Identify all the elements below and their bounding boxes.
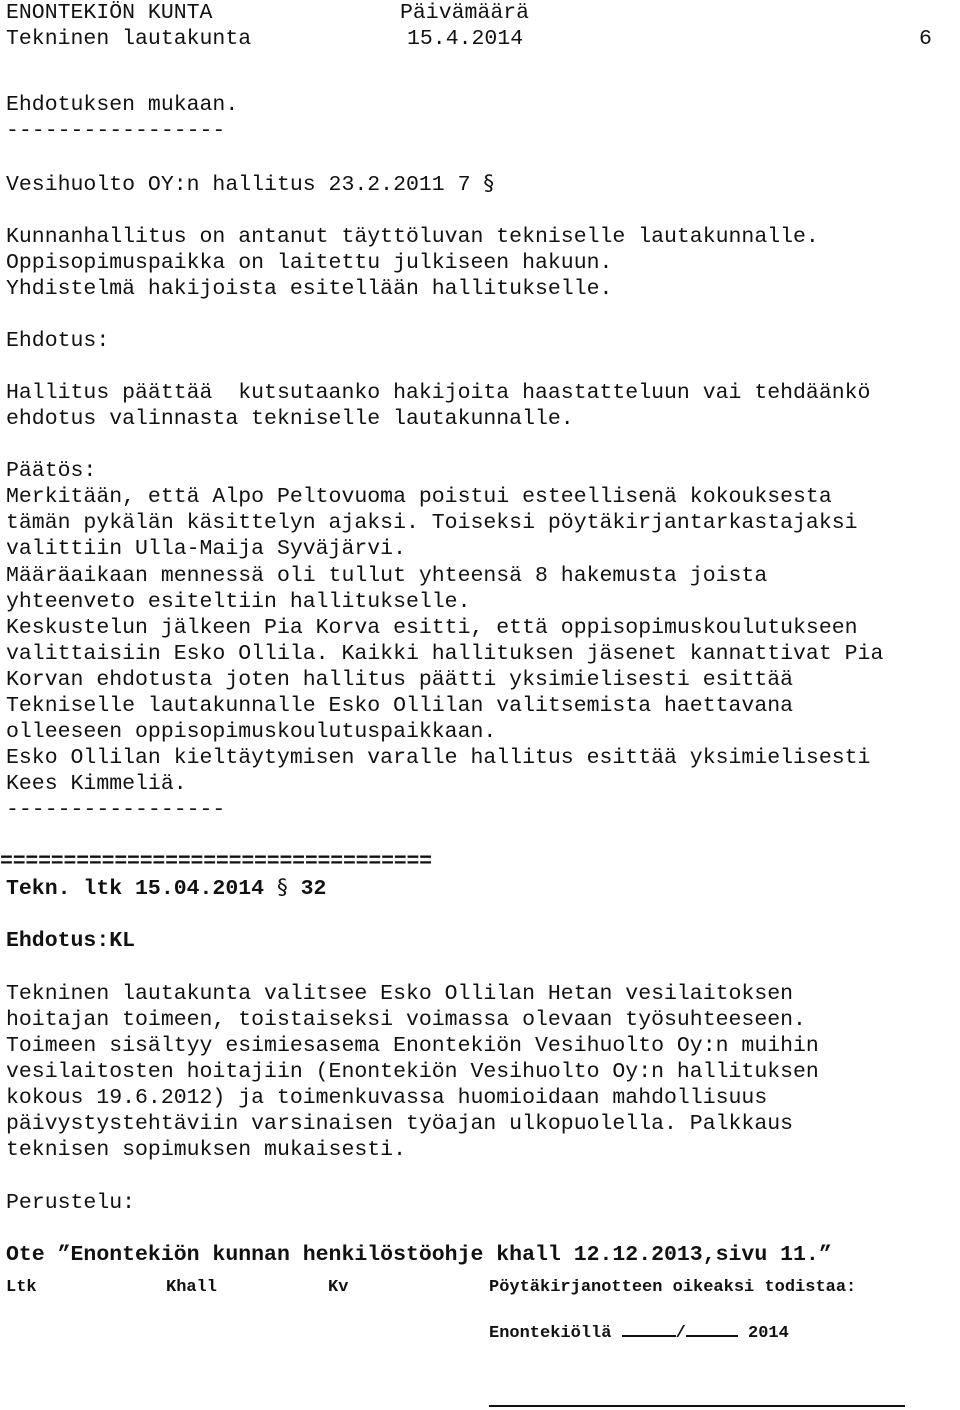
- section-sign: §: [483, 171, 495, 196]
- perustelu-heading: Perustelu:: [6, 1191, 136, 1215]
- proposal-line: Tekninen lautakunta valitsee Esko Ollilan Hetan vesilaitoksen: [6, 982, 794, 1006]
- proposal-line: kokous 19.6.2012) ja toimenkuvassa huomioidaan mahdollisuus: [6, 1086, 768, 1110]
- meeting-reference-text: Vesihuolto OY:n hallitus 23.2.2011 7: [6, 173, 471, 197]
- date-label: Päivämäärä: [400, 1, 530, 25]
- paatos-line: Esko Ollilan kieltäytymisen varalle hallitus esittää yksimielisesti: [6, 746, 871, 770]
- footer-khall: Khall: [166, 1278, 218, 1297]
- day-blank: [622, 1321, 676, 1337]
- month-blank: [686, 1321, 738, 1337]
- paatos-line: Korvan ehdotusta joten hallitus päätti yksimielisesti esittää: [6, 668, 794, 692]
- page-number: 6: [919, 27, 932, 51]
- ehdotus-heading: Ehdotus:: [6, 329, 110, 353]
- ehdotus-line: ehdotus valinnasta tekniselle lautakunnalle.: [6, 407, 574, 431]
- paatos-line: valittaisiin Esko Ollila. Kaikki hallituksen jäsenet kannattivat Pia: [6, 642, 884, 666]
- footer-place: Enontekiöllä: [489, 1324, 612, 1343]
- section-number: 32: [300, 877, 327, 901]
- meeting-reference: [6, 171, 494, 198]
- paatos-line: Tekniselle lautakunnalle Esko Ollilan valitsemista haettavana: [6, 694, 794, 718]
- municipality-name: ENONTEKIÖN KUNTA: [6, 1, 213, 25]
- footer-slash: /: [675, 1324, 686, 1343]
- signature-line: [489, 1405, 905, 1407]
- intro-line: Kunnanhallitus on antanut täyttöluvan tekniselle lautakunnalle.: [6, 225, 819, 249]
- footer-place-date: [489, 1321, 789, 1343]
- board-name: Tekninen lautakunta: [6, 27, 252, 51]
- paatos-line: Määräaikaan mennessä oli tullut yhteensä 8 hakemusta joista: [6, 564, 768, 588]
- proposal-line: hoitajan toimeen, toistaiseksi voimassa olevaan työsuhteeseen.: [6, 1008, 806, 1032]
- proposal-line: päivystystehtäviin varsinaisen työajan ulkopuolella. Palkkaus: [6, 1112, 794, 1136]
- end-separator-line: -----------------: [6, 798, 226, 822]
- double-separator-line: ==================================: [0, 850, 432, 874]
- footer-kv: Kv: [328, 1278, 349, 1297]
- section-heading-text: Tekn. ltk 15.04.2014: [6, 877, 265, 901]
- paatos-line: valittiin Ulla-Maija Syväjärvi.: [6, 537, 406, 561]
- ehdotus-line: Hallitus päättää kutsutaanko hakijoita haastatteluun vai tehdäänkö: [6, 381, 871, 405]
- document-date: 15.4.2014: [407, 27, 524, 51]
- paatos-line: tämän pykälän käsittelyn ajaksi. Toiseksi pöytäkirjantarkastajaksi: [6, 511, 858, 535]
- intro-line: Oppisopimuspaikka on laitettu julkiseen hakuun.: [6, 251, 613, 275]
- separator-line: -----------------: [6, 119, 226, 143]
- section-sign: §: [276, 875, 288, 900]
- proposal-line: teknisen sopimuksen mukaisesti.: [6, 1138, 406, 1162]
- proposal-accepted-text: Ehdotuksen mukaan.: [6, 93, 239, 117]
- paatos-line: Keskustelun jälkeen Pia Korva esitti, että oppisopimuskoulutukseen: [6, 616, 858, 640]
- paatos-line: yhteenveto esiteltiin hallitukselle.: [6, 590, 471, 614]
- footer-certify: Pöytäkirjanotteen oikeaksi todistaa:: [489, 1278, 857, 1297]
- paatos-heading: Päätös:: [6, 459, 97, 483]
- section-heading: [6, 875, 326, 902]
- intro-line: Yhdistelmä hakijoista esitellään hallitukselle.: [6, 277, 613, 301]
- footer-year: 2014: [748, 1324, 789, 1343]
- proposal-line: vesilaitosten hoitajiin (Enontekiön Vesihuolto Oy:n hallituksen: [6, 1060, 819, 1084]
- paatos-line: Kees Kimmeliä.: [6, 772, 187, 796]
- paatos-line: olleeseen oppisopimuskoulutuspaikkaan.: [6, 720, 497, 744]
- perustelu-text: Ote ”Enontekiön kunnan henkilöstöohje khall 12.12.2013,sivu 11.”: [6, 1243, 832, 1267]
- paatos-line: Merkitään, että Alpo Peltovuoma poistui esteellisenä kokouksesta: [6, 485, 832, 509]
- footer-ltk: Ltk: [6, 1278, 37, 1297]
- proposal-line: Toimeen sisältyy esimiesasema Enontekiön Vesihuolto Oy:n muihin: [6, 1034, 819, 1058]
- ehdotus-kl-heading: Ehdotus:KL: [6, 929, 136, 953]
